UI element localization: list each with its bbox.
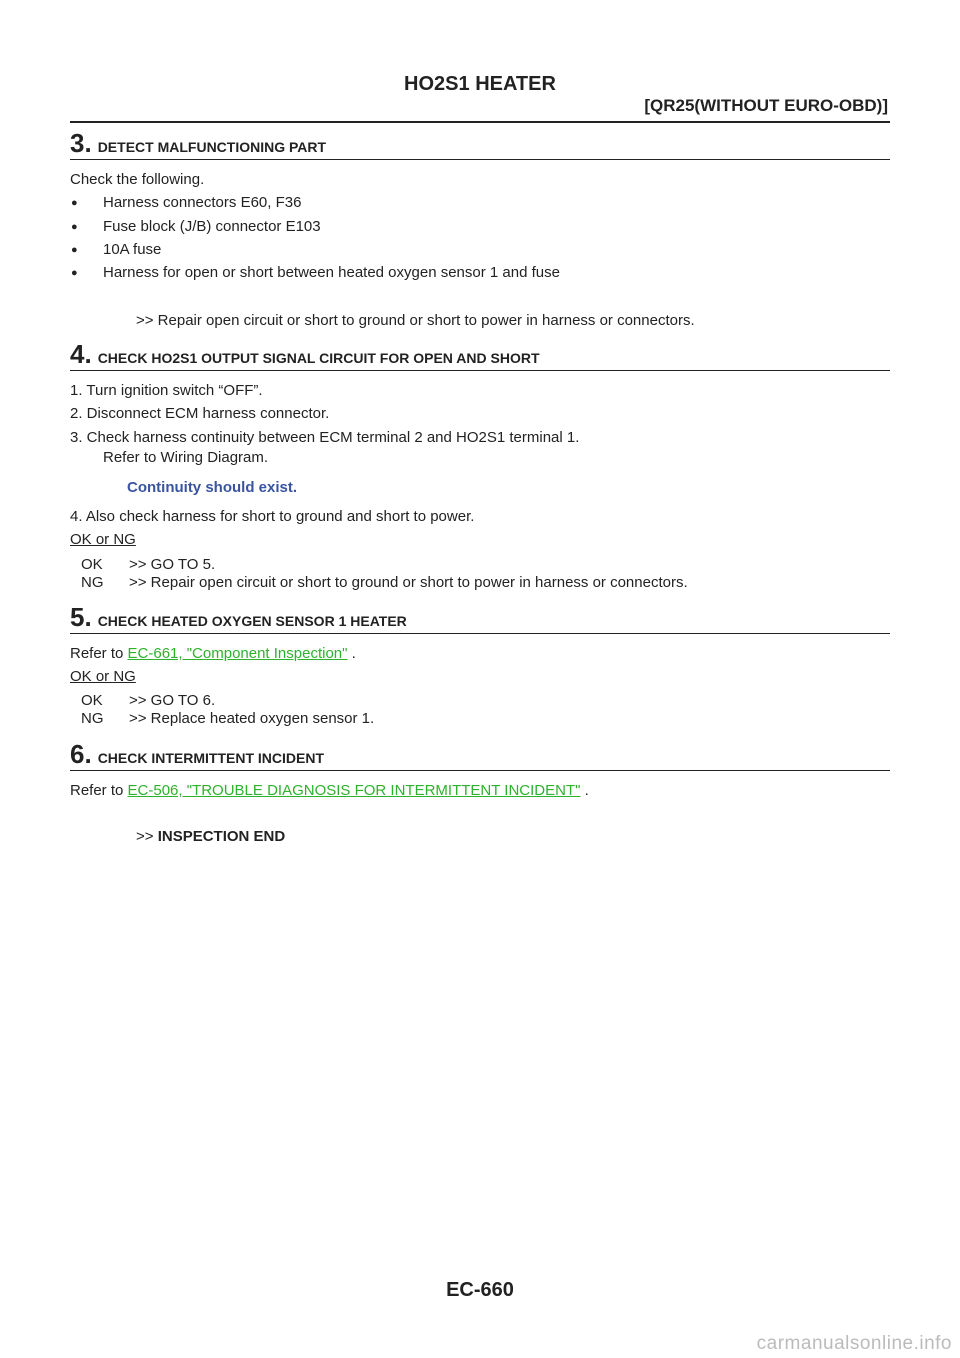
inspection-end: [136, 827, 285, 847]
ok-or-ng-label: OK or NG: [70, 531, 136, 548]
list-item: 2. Disconnect ECM harness connector.: [70, 405, 330, 422]
bullet-item: ● 10A fuse: [103, 240, 161, 260]
step-heading: CHECK HEATED OXYGEN SENSOR 1 HEATER: [97, 613, 407, 629]
step-heading: CHECK INTERMITTENT INCIDENT: [97, 750, 325, 766]
step-5-reference: [70, 644, 356, 664]
list-item: 4. Also check harness for short to ground and short to power.: [70, 508, 475, 525]
bullet-item: ● Harness connectors E60, F36: [103, 193, 301, 213]
divider: [70, 159, 890, 160]
specification-note: Continuity should exist.: [127, 479, 298, 496]
divider: [70, 770, 890, 771]
watermark: carmanualsonline.info: [756, 1333, 952, 1354]
step-3-header: [70, 128, 890, 162]
step-number: 5.: [70, 602, 92, 632]
ok-label: OK: [81, 692, 103, 709]
refer-suffix: .: [351, 645, 356, 662]
step-number: 4.: [70, 339, 92, 369]
ng-label: NG: [81, 574, 104, 591]
ng-text: >> Replace heated oxygen sensor 1.: [129, 710, 375, 727]
page-title: HO2S1 HEATER: [404, 73, 556, 95]
intermittent-incident-link[interactable]: EC-506, "TROUBLE DIAGNOSIS FOR INTERMITTENT INCIDENT": [127, 782, 581, 799]
end-text: INSPECTION END: [157, 828, 286, 845]
ng-result: [81, 709, 374, 729]
bullet-item: ● Harness for open or short between heated oxygen sensor 1 and fuse: [103, 263, 560, 283]
step-4-header: [70, 339, 890, 373]
step-5-header: [70, 602, 890, 636]
list-item: 1. Turn ignition switch “OFF”.: [70, 382, 263, 399]
header-rule: [70, 121, 890, 123]
step-number: 6.: [70, 739, 92, 769]
component-inspection-link[interactable]: EC-661, "Component Inspection": [127, 645, 348, 662]
step-3-result: >> Repair open circuit or short to ground or short to power in harness or connectors.: [136, 312, 695, 329]
step-number: 3.: [70, 128, 92, 158]
ok-text: >> GO TO 5.: [129, 556, 216, 573]
list-item: 3. Check harness continuity between ECM terminal 2 and HO2S1 terminal 1.: [70, 429, 580, 446]
refer-prefix: Refer to: [70, 645, 124, 662]
divider: [70, 370, 890, 371]
refer-prefix: Refer to: [70, 782, 124, 799]
ng-text: >> Repair open circuit or short to ground or short to power in harness or connectors.: [129, 574, 688, 591]
step-6-reference: [70, 781, 589, 801]
page-number: EC-660: [446, 1279, 514, 1301]
ok-or-ng-label: OK or NG: [70, 668, 136, 685]
ok-text: >> GO TO 6.: [129, 692, 216, 709]
list-item-continuation: Refer to Wiring Diagram.: [103, 449, 269, 466]
refer-suffix: .: [584, 782, 589, 799]
step-heading: CHECK HO2S1 OUTPUT SIGNAL CIRCUIT FOR OPEN AND SHORT: [97, 350, 540, 366]
ng-label: NG: [81, 710, 104, 727]
bullet-item: ● Fuse block (J/B) connector E103: [103, 217, 321, 237]
step-6-header: [70, 739, 890, 773]
step-heading: DETECT MALFUNCTIONING PART: [97, 139, 327, 155]
ng-result: [81, 573, 688, 593]
step-3-intro: Check the following.: [70, 171, 205, 188]
end-prefix: >>: [136, 828, 154, 845]
page-subtitle: [QR25(WITHOUT EURO-OBD)]: [644, 96, 888, 115]
ok-result: [81, 555, 215, 575]
ok-label: OK: [81, 556, 103, 573]
divider: [70, 633, 890, 634]
ok-result: [81, 691, 215, 711]
